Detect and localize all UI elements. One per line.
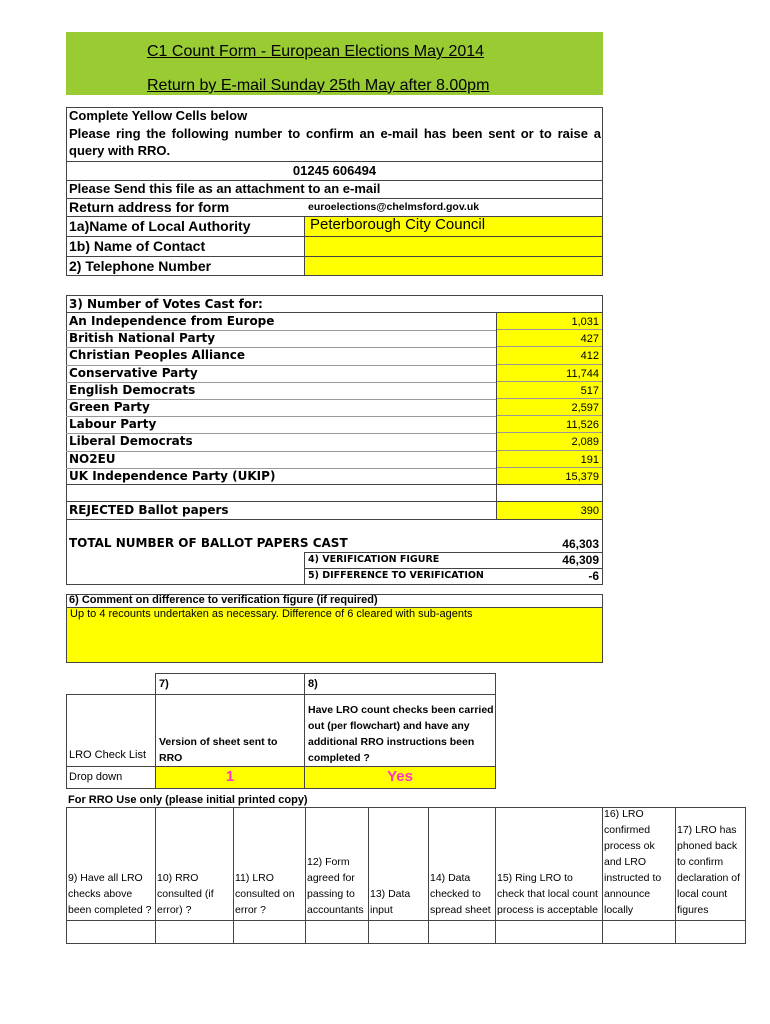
rro-column-header: 16) LRO confirmed process ok and LRO instructed to announce locally (604, 808, 662, 916)
checks-value: Yes (387, 768, 413, 785)
contact-input[interactable] (305, 237, 602, 256)
difference-label: 5) DIFFERENCE TO VERIFICATION (308, 570, 484, 581)
phone-number: 01245 606494 (292, 163, 377, 178)
col7-question: Version of sheet sent to RRO (159, 736, 278, 764)
col7-number: 7) (159, 678, 169, 690)
version-value: 1 (225, 768, 235, 785)
telephone-input[interactable] (305, 257, 602, 275)
party-votes-value: 1,031 (571, 316, 599, 328)
party-votes-value: 15,379 (565, 470, 599, 483)
party-name: English Democrats (69, 382, 196, 397)
party-name: UK Independence Party (UKIP) (69, 468, 276, 483)
instruction-ring-number: Please ring the following number to confirm an e-mail has been sent or to raise a query with RRO. (69, 126, 601, 158)
party-name: An Independence from Europe (69, 314, 275, 328)
instruction-complete-yellow: Complete Yellow Cells below (69, 108, 248, 123)
rro-column-header: 10) RRO consulted (if error) ? (157, 872, 214, 916)
col8-number: 8) (308, 678, 318, 690)
total-label: TOTAL NUMBER OF BALLOT PAPERS CAST (69, 536, 348, 550)
verification-value: 46,309 (562, 553, 599, 567)
telephone-label: 2) Telephone Number (69, 258, 212, 274)
instruction-send-attachment: Please Send this file as an attachment to an e-mail (69, 181, 381, 196)
rejected-label: REJECTED Ballot papers (69, 503, 229, 517)
contact-label: 1b) Name of Contact (69, 238, 206, 254)
party-name: Green Party (69, 400, 150, 414)
rro-column-header: 11) LRO consulted on error ? (235, 872, 295, 916)
party-name: Conservative Party (69, 365, 198, 380)
party-votes-value: 517 (580, 384, 599, 397)
party-name: Christian Peoples Alliance (69, 348, 246, 363)
rro-heading: For RRO Use only (please initial printed copy) (68, 794, 308, 806)
rro-column-header: 12) Form agreed for passing to accountants (307, 856, 364, 916)
party-votes-value: 191 (580, 453, 599, 466)
form-title: C1 Count Form - European Elections May 2014 (147, 43, 485, 60)
party-votes-value: 412 (580, 350, 599, 363)
party-name: British National Party (69, 331, 216, 346)
return-email: euroelections@chelmsford.gov.uk (308, 201, 480, 213)
form-subtitle: Return by E-mail Sunday 25th May after 8.00pm (147, 77, 490, 94)
rro-column-header: 15) Ring LRO to check that local count process is acceptable (497, 872, 598, 916)
return-address-label: Return address for form (69, 199, 230, 215)
col8-question: Have LRO count checks been carried out (per flowchart) and have any additional RRO instructions been completed ? (308, 704, 494, 764)
party-votes-value: 427 (580, 333, 599, 346)
authority-label: 1a)Name of Local Authority (69, 218, 251, 234)
party-name: NO2EU (69, 451, 116, 466)
party-votes-value: 11,744 (566, 367, 599, 380)
party-name: Liberal Democrats (69, 434, 193, 449)
authority-value: Peterborough City Council (310, 216, 486, 233)
comment-label: 6) Comment on difference to verification figure (if required) (69, 594, 378, 606)
difference-value: -6 (588, 569, 599, 583)
rro-column-header: 17) LRO has phoned back to confirm declaration of local count figures (677, 824, 741, 916)
drop-down-label: Drop down (69, 771, 123, 783)
rro-column-header: 9) Have all LRO checks above been completed ? (68, 872, 152, 916)
rro-column-header: 14) Data checked to spread sheet (430, 872, 491, 916)
party-votes-value: 2,597 (571, 402, 599, 414)
verification-label: 4) VERIFICATION FIGURE (308, 554, 440, 565)
party-votes-value: 11,526 (566, 419, 599, 432)
total-value: 46,303 (562, 537, 599, 551)
rejected-value: 390 (580, 505, 599, 517)
comment-text: Up to 4 recounts undertaken as necessary. Difference of 6 cleared with sub-agents (70, 608, 473, 620)
rro-column-header: 13) Data input (370, 888, 411, 916)
lro-check-list-label: LRO Check List (69, 749, 147, 761)
votes-heading: 3) Number of Votes Cast for: (69, 297, 263, 311)
party-name: Labour Party (69, 417, 157, 432)
party-votes-value: 2,089 (571, 436, 599, 449)
